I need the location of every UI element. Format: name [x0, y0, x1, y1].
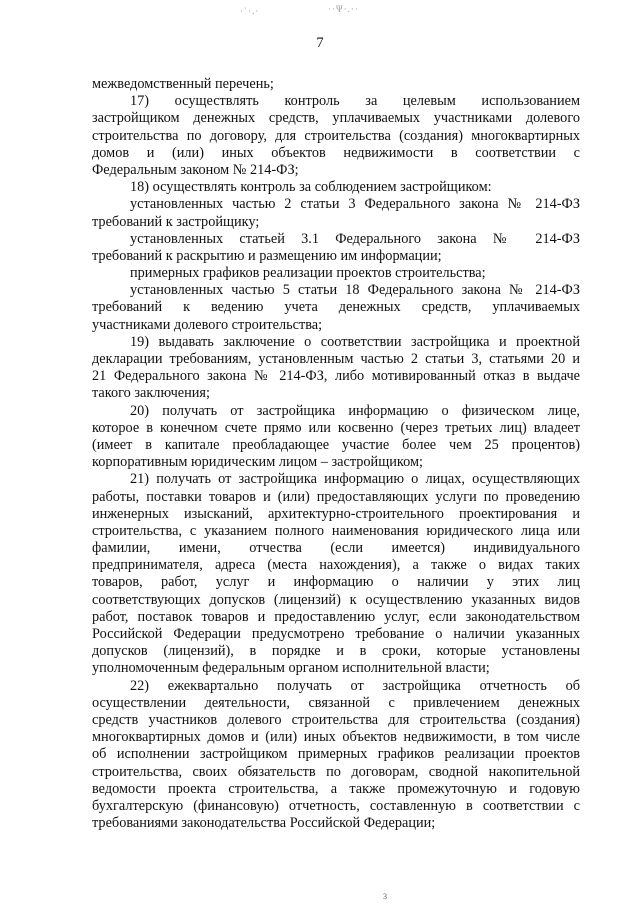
text-line: средств участников долевого строительства для строительства (создания) [92, 711, 580, 728]
scan-artifact: ·˙·.· [240, 6, 260, 16]
text-line: строительства, с указанием полного наименования юридического лица или [92, 522, 580, 539]
text-line: домов и (или) иных объектов недвижимости в соответствии с [92, 144, 580, 161]
text-line: требований к раскрытию и размещению им информации; [92, 247, 442, 264]
scan-artifact: ··Ψ·.·· [328, 4, 359, 14]
text-line: 18) осуществлять контроль за соблюдением застройщиком: [130, 179, 492, 196]
text-line: декларации требованиям, установленным частью 2 статьи 3, статьями 20 и [92, 351, 580, 367]
text-line: примерных графиков реализации проектов строительства; [130, 265, 486, 282]
footer-mark: 3 [383, 892, 387, 901]
text-line: допусков (лицензий), в порядке и в сроки, которые установлены [92, 643, 580, 660]
text-line: работ, поставок товаров и предоставлению услуг, если законодательством [92, 608, 580, 625]
document-body [92, 76, 580, 832]
text-line: установленных частью 5 статьи 18 Федерального закона № 214-ФЗ [130, 282, 580, 299]
text-line: участниками долевого строительства; [92, 316, 323, 333]
text-line: строительства, своих обязательств по договорам, сводной накопительной [92, 763, 580, 780]
text-line: 19) выдавать заключение о соответствии застройщика и проектной [130, 333, 580, 350]
text-line: (имеет в капитале преобладающее участие более чем 25 процентов) [92, 436, 580, 453]
text-line: установленных статьей 3.1 Федерального закона № 214-ФЗ [130, 230, 580, 247]
text-line: работы, поставки товаров и (или) предоставляющих услуги по проведению [92, 488, 580, 505]
text-line: требований к застройщику; [92, 213, 260, 230]
text-line: бухгалтерскую (финансовую) отчетность, составленную в соответствии с [92, 797, 580, 814]
text-line: 21 Федерального закона № 214-ФЗ, либо мотивированный отказ в выдаче [92, 368, 580, 385]
text-line: межведомственный перечень; [92, 76, 274, 92]
text-line: 17) осуществлять контроль за целевым использованием [130, 93, 580, 110]
text-line: об исполнении застройщиком примерных графиков реализации проектов [92, 746, 580, 763]
text-line: требований к ведению учета денежных средств, уплачиваемых [92, 299, 580, 316]
text-line: осуществлении деятельности, связанной с привлечением денежных [92, 694, 580, 711]
text-line: 21) получать от застройщика информацию о лицах, осуществляющих [130, 471, 580, 488]
text-line: уполномоченным федеральным органом исполнительной власти; [92, 660, 490, 677]
text-line: требованиями законодательства Российской Федерации; [92, 815, 436, 832]
text-line: инженерных изысканий, архитектурно-строительного проектирования и [92, 505, 580, 522]
text-line: предпринимателя, адреса (места нахождения), а также о видах таких [92, 557, 580, 574]
text-line: корпоративным юридическим лицом – застройщиком; [92, 454, 423, 471]
text-line: товаров, работ, услуг и информацию о наличии у этих лиц [92, 574, 580, 591]
text-line: ведомости проекта строительства, а также промежуточную и годовую [92, 780, 580, 797]
text-line: фамилии, имени, отчества (если имеется) индивидуального [92, 540, 580, 557]
text-line: такого заключения; [92, 385, 210, 402]
text-line: 22) ежеквартально получать от застройщика отчетность об [130, 677, 580, 694]
text-line: Федеральным законом № 214-ФЗ; [92, 161, 299, 178]
text-line: 20) получать от застройщика информацию о физическом лице, [130, 402, 580, 419]
text-line: строительства по договору, для строительства (создания) многоквартирных [92, 127, 580, 144]
text-line: установленных частью 2 статьи 3 Федерального закона № 214-ФЗ [130, 196, 580, 213]
text-line: застройщиком денежных средств, уплачиваемых участниками долевого [92, 110, 580, 127]
text-line: которое в конечном счете прямо или косвенно (через третьих лиц) владеет [92, 419, 580, 436]
page-number: 7 [316, 35, 324, 51]
text-line: соответствующих допусков (лицензий) к осуществлению указанных видов [92, 591, 580, 608]
text-line: многоквартирных домов и (или) иных объектов недвижимости, в том числе [92, 729, 580, 746]
text-line: Российской Федерации предусмотрено требование о наличии указанных [92, 626, 580, 642]
